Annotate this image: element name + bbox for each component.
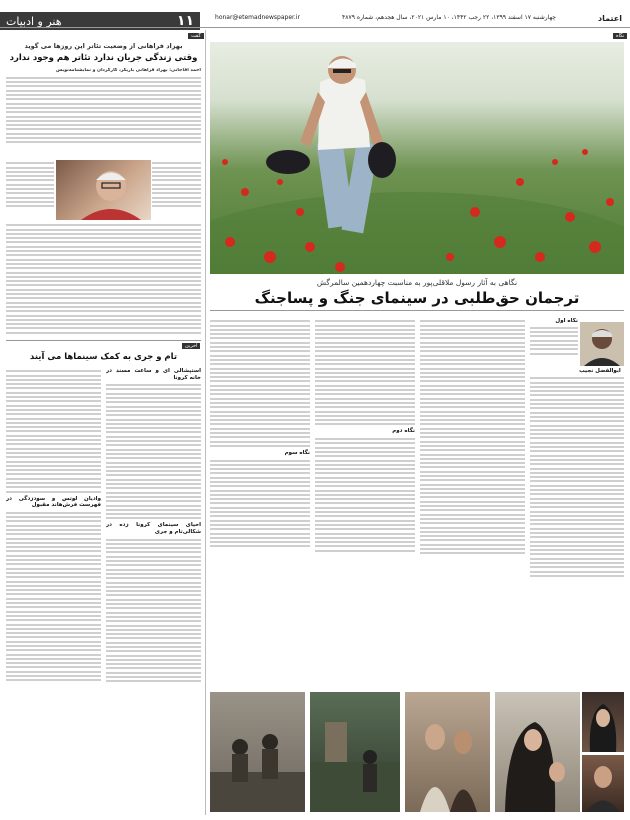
actress-figure [582, 692, 624, 752]
actors-still [405, 692, 490, 812]
title-rule [210, 310, 624, 311]
header-rule [0, 27, 630, 28]
main-kicker: نگاه [613, 33, 627, 39]
left-lower-body-col2 [6, 368, 101, 808]
left-subhead-1: استپشالی ای و ساعت مسند در خانه کرونا [106, 368, 201, 381]
main-col-4 [210, 318, 310, 690]
left-lower-title: تام و جری به کمک سینماها می آیند [29, 352, 178, 362]
portrait-figure [56, 160, 151, 220]
left-kicker: گفت [188, 33, 204, 39]
film-still-4 [495, 692, 580, 812]
left-divider [6, 340, 201, 341]
film-still-2 [310, 692, 400, 812]
left-lower-kicker: آخرین [182, 343, 200, 349]
left-subtitle: بهزاد فراهانی از وضعیت تئاتر این روزها می گوید [24, 42, 183, 50]
page-number: ۱۱ [176, 13, 194, 29]
soldiers-still [210, 692, 305, 812]
left-subhead-3: احیای سینمای کرونا زده در شکالی‌تام و جری [106, 522, 201, 535]
main-subhead-1: نگاه اول [555, 318, 578, 324]
film-still-1 [210, 692, 305, 812]
mother-child-still [495, 692, 580, 812]
column-divider [205, 30, 206, 815]
film-still-3 [405, 692, 490, 812]
lead-photo [210, 42, 624, 274]
section-title: هنر و ادبیات [6, 14, 62, 28]
author-photo [580, 322, 624, 366]
portrait-photo [56, 160, 151, 220]
main-col-1-cont [530, 375, 624, 690]
village-still [310, 692, 400, 812]
author-name: ابوالفضل نجیب [579, 368, 621, 374]
main-title: ترجمان حق‌طلبی در سینمای جنگ و پساجنگ [254, 289, 580, 307]
man-still [582, 755, 624, 812]
email[interactable]: honar@etemadnewspaper.ir [215, 14, 300, 21]
left-body-side-b [6, 160, 54, 220]
left-body-side-a [152, 160, 201, 220]
left-subhead-2: وادیان لوتس و سودزدگی در فهرست فرش‌هاند مقبول [6, 495, 101, 509]
main-col-2 [420, 318, 525, 690]
main-col-1 [530, 318, 578, 373]
dateline: چهارشنبه ۱۷ اسفند ۱۳۹۹، ۲۲ رجب ۱۴۴۲، ۱۰ مارس ۲۰۲۱، سال هجدهم، شماره ۴۸۷۹ [342, 14, 556, 21]
main-subtitle: نگاهی به آثار رسول ملاقلی‌پور به مناسبت چهاردهمین سالمرگش [316, 278, 518, 287]
film-still-5 [582, 755, 624, 812]
left-body-1 [6, 68, 201, 158]
left-title: وقتی زندگی جریان ندارد تئاتر هم وجود ندارد [9, 53, 198, 63]
left-lower-body-col1 [106, 368, 201, 808]
author-figure [580, 322, 624, 366]
newspaper-logo: اعتماد [598, 14, 622, 23]
main-col-3 [315, 318, 415, 690]
lead-photo-scene [210, 42, 624, 274]
left-body-2 [6, 222, 201, 337]
actress-photo [582, 692, 624, 752]
left-body-intro: احمد آقاجانی: بهزاد فراهانی بازیگر، کارگردان و نمایشنامه‌نویس [56, 68, 201, 73]
main-subhead-3: نگاه سوم [284, 449, 310, 456]
header-info [215, 14, 622, 23]
main-subhead-2: نگاه دوم [392, 428, 415, 435]
